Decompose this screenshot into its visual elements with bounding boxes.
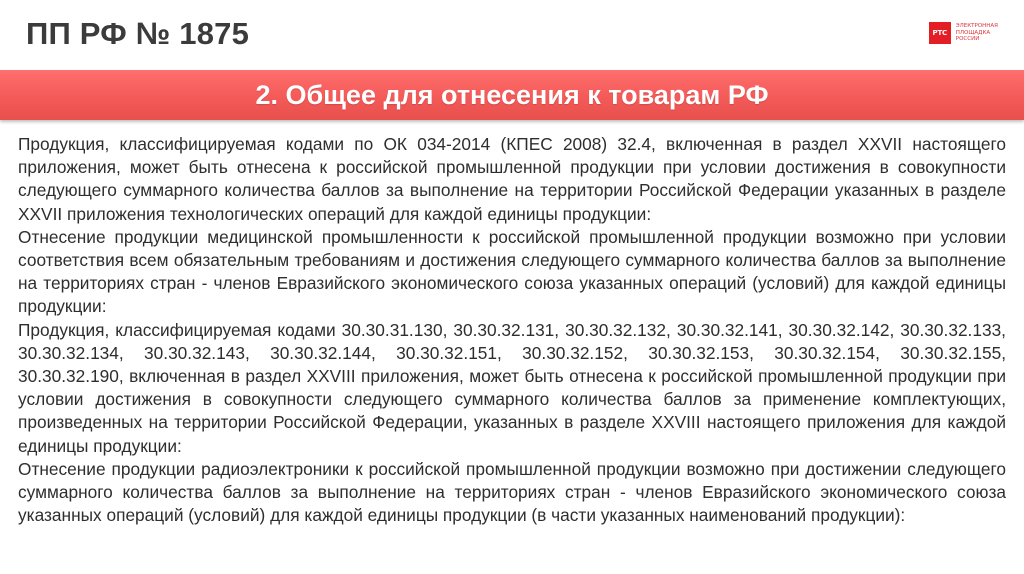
document-body <box>18 133 1006 527</box>
logo-caption-line: ПЛОЩАДКА <box>955 29 991 36</box>
paragraph-radioelectronics: Отнесение продукции радиоэлектроники к российской промышленной продукции возможно при достижении следующего суммарного количества баллов за выполнение на территориях стран - членов Евразийского экономического союза указанных операций (условий) для каждой единицы продукции (в части указанных наименований продукции): <box>18 458 1006 526</box>
paragraph-codes-xxviii: Продукция, классифицируемая кодами 30.30.31.130, 30.30.32.131, 30.30.32.132, 30.30.32.141, 30.30.32.142, 30.30.32.133, 30.30.32.134, 30.30.32.143, 30.30.32.144, 30.30.32.151, 30.30.32.152, 30.30.32.153, 30.30.32.154, 30.30.32.155, 30.30.32.190, включенная в раздел XXVIII приложения, может быть отнесена к российской промышленной продукции при условии достижения в совокупности следующего суммарного количества баллов за применение комплектующих, произведенных на территории Российской Федерации, указанных в разделе XXVIII настоящего приложения для каждой единицы продукции: <box>18 319 1006 456</box>
paragraph-medical: Отнесение продукции медицинской промышленности к российской промышленной продукции возможно при условии соответствия всем обязательным требованиям и достижения следующего суммарного количества баллов за выполнение на территориях стран - членов Евразийского экономического союза указанных операций (условий) для каждой единицы продукции: <box>18 226 1006 317</box>
page-header <box>0 0 1024 68</box>
paragraph-electronics-xxvii: Продукция, классифицируемая кодами по ОК 034-2014 (КПЕС 2008) 32.4, включенная в раздел XXVII настоящего приложения, может быть отнесена к российской промышленной продукции при условии достижения в совокупности следующего суммарного количества баллов за выполнение на территории Российской Федерации указанных в разделе XXVII приложения технологических операций для каждой единицы продукции: <box>18 134 1006 224</box>
logo-caption <box>956 23 998 43</box>
logo-caption-line: РОССИИ <box>955 36 980 43</box>
rts-logo-icon: РТС <box>929 22 951 44</box>
rts-logo <box>929 22 998 44</box>
page-title: ПП РФ № 1875 <box>26 16 250 51</box>
logo-caption-line: ЭЛЕКТРОННАЯ <box>955 23 998 30</box>
section-title: 2. Общее для отнесения к товарам РФ <box>255 80 769 110</box>
section-title-bar <box>0 70 1024 120</box>
